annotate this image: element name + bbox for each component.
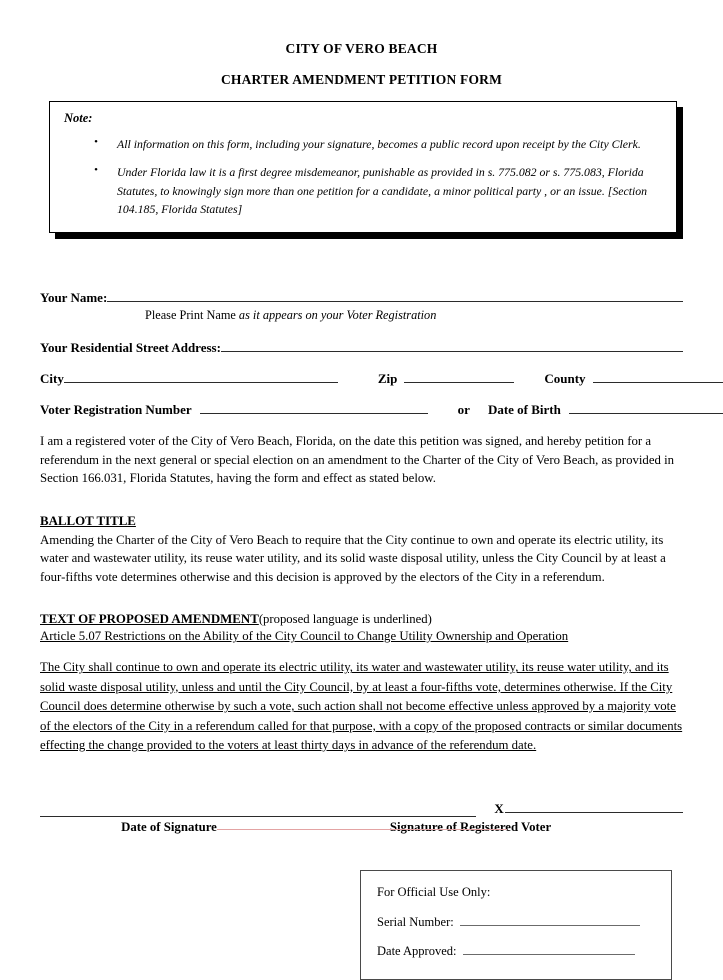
voter-registration-label: Voter Registration Number xyxy=(40,402,192,418)
official-row-date-approved xyxy=(377,942,655,959)
field-row-city-zip-county xyxy=(40,369,683,387)
official-row-serial-number xyxy=(377,913,655,930)
date-approved-label: Date Approved: xyxy=(377,943,457,958)
note-list-item xyxy=(64,163,662,218)
signature-captions xyxy=(40,820,683,835)
field-row-your-name xyxy=(40,288,683,306)
county-label: County xyxy=(544,371,586,387)
note-item-text: All information on this form, including your signature, becomes a public record upon receipt by the City Clerk. xyxy=(117,137,641,151)
print-name-hint-plain: Please Print Name xyxy=(145,308,239,323)
note-box-shadow-right xyxy=(677,107,683,239)
field-row-street-address xyxy=(40,338,683,356)
county-input[interactable] xyxy=(593,369,723,383)
official-use-box xyxy=(360,870,672,980)
ballot-title-heading: BALLOT TITLE xyxy=(40,513,136,528)
note-box-shadow-bottom xyxy=(55,233,683,239)
voter-statement: I am a registered voter of the City of Vero Beach, Florida, on the date this petition was signed, and hereby petition for a referendum in the next general or special election on an amendment to the Charter of the City of Vero Beach, as provided in Section 166.031, Florida Statutes, having the form and effect as stated below. xyxy=(40,434,675,486)
note-label: Note: xyxy=(64,111,93,125)
amendment-article-line: Article 5.07 Restrictions on the Ability of the City Council to Change Utility Ownership and Operation xyxy=(40,629,569,644)
date-of-signature-caption: Date of Signature xyxy=(121,819,217,834)
page-subtitle: CHARTER AMENDMENT PETITION FORM xyxy=(220,72,503,87)
date-approved-input[interactable] xyxy=(463,942,635,955)
street-address-label: Your Residential Street Address: xyxy=(40,340,221,356)
note-box-wrapper xyxy=(49,101,677,233)
official-use-wrapper xyxy=(40,870,683,980)
signature-field-group xyxy=(494,798,683,817)
zip-label: Zip xyxy=(377,371,398,387)
date-of-signature-input[interactable] xyxy=(40,802,476,817)
signature-x-marker: X xyxy=(494,800,504,816)
page-title: CITY OF VERO BEACH xyxy=(285,41,438,56)
ballot-title-heading-line xyxy=(40,501,683,530)
footer-rule-wrapper xyxy=(0,829,723,830)
city-label: City xyxy=(40,371,64,387)
voter-registration-input[interactable] xyxy=(200,400,428,414)
your-name-input[interactable] xyxy=(107,288,683,302)
date-of-birth-input[interactable] xyxy=(569,400,723,414)
zip-input[interactable] xyxy=(404,369,514,383)
bullet-icon: • xyxy=(94,136,98,148)
amendment-text: The City shall continue to own and operate its electric utility, its water and wastewater utility, its reuse water utility, and its solid waste disposal utility, unless and until the City Council, by at least a four-fifths vote, determines otherwise. If the City Council does determine otherwise by such a vote, such action shall not become effective unless approved by a majority vote of the electors of the City in a referendum called for that purpose, with a copy of the proposed contracts or similar documents effecting the change provided to the voters at least thirty days in advance of the referendum date. xyxy=(40,660,683,753)
note-list-item xyxy=(64,135,662,153)
footer-divider xyxy=(217,829,507,830)
amendment-heading-note: (proposed language is underlined) xyxy=(258,612,432,627)
official-use-title: For Official Use Only: xyxy=(377,884,491,899)
your-name-label: Your Name: xyxy=(40,290,108,306)
serial-number-input[interactable] xyxy=(460,913,640,926)
print-name-hint-italic: as it appears on your Voter Registration xyxy=(238,308,437,323)
signature-lines xyxy=(40,798,683,817)
note-item-text: Under Florida law it is a first degree misdemeanor, punishable as provided in s. 775.082 or s. 775.083, Florida Statutes, to knowingly sign more than one petition for a candidate, a minor political party , or an issue. [Section 104.185, Florida Statutes] xyxy=(117,165,648,216)
serial-number-label: Serial Number: xyxy=(377,914,454,929)
amendment-heading-line xyxy=(40,599,683,628)
city-input[interactable] xyxy=(64,369,338,383)
note-list xyxy=(64,135,662,218)
amendment-heading: TEXT OF PROPOSED AMENDMENT xyxy=(40,612,259,627)
signature-caption: Signature of Registered Voter xyxy=(389,819,552,834)
bullet-icon: • xyxy=(94,164,98,177)
field-row-voter-registration xyxy=(40,400,683,418)
or-label: or xyxy=(457,402,470,418)
note-box xyxy=(49,101,677,233)
print-name-hint xyxy=(145,308,683,323)
street-address-input[interactable] xyxy=(221,338,683,352)
ballot-title-text: Amending the Charter of the City of Vero Beach to require that the City continue to own and operate its electric utility, its water and wastewater utility, its reuse water utility, and its solid waste disposal utility, unless the City Council by at least a four-fifths vote determines otherwise and this decision is approved by the electors of the City in a referendum. xyxy=(40,532,666,584)
signature-input[interactable] xyxy=(505,798,683,813)
voter-fields xyxy=(40,288,683,418)
date-of-birth-label: Date of Birth xyxy=(487,402,561,418)
